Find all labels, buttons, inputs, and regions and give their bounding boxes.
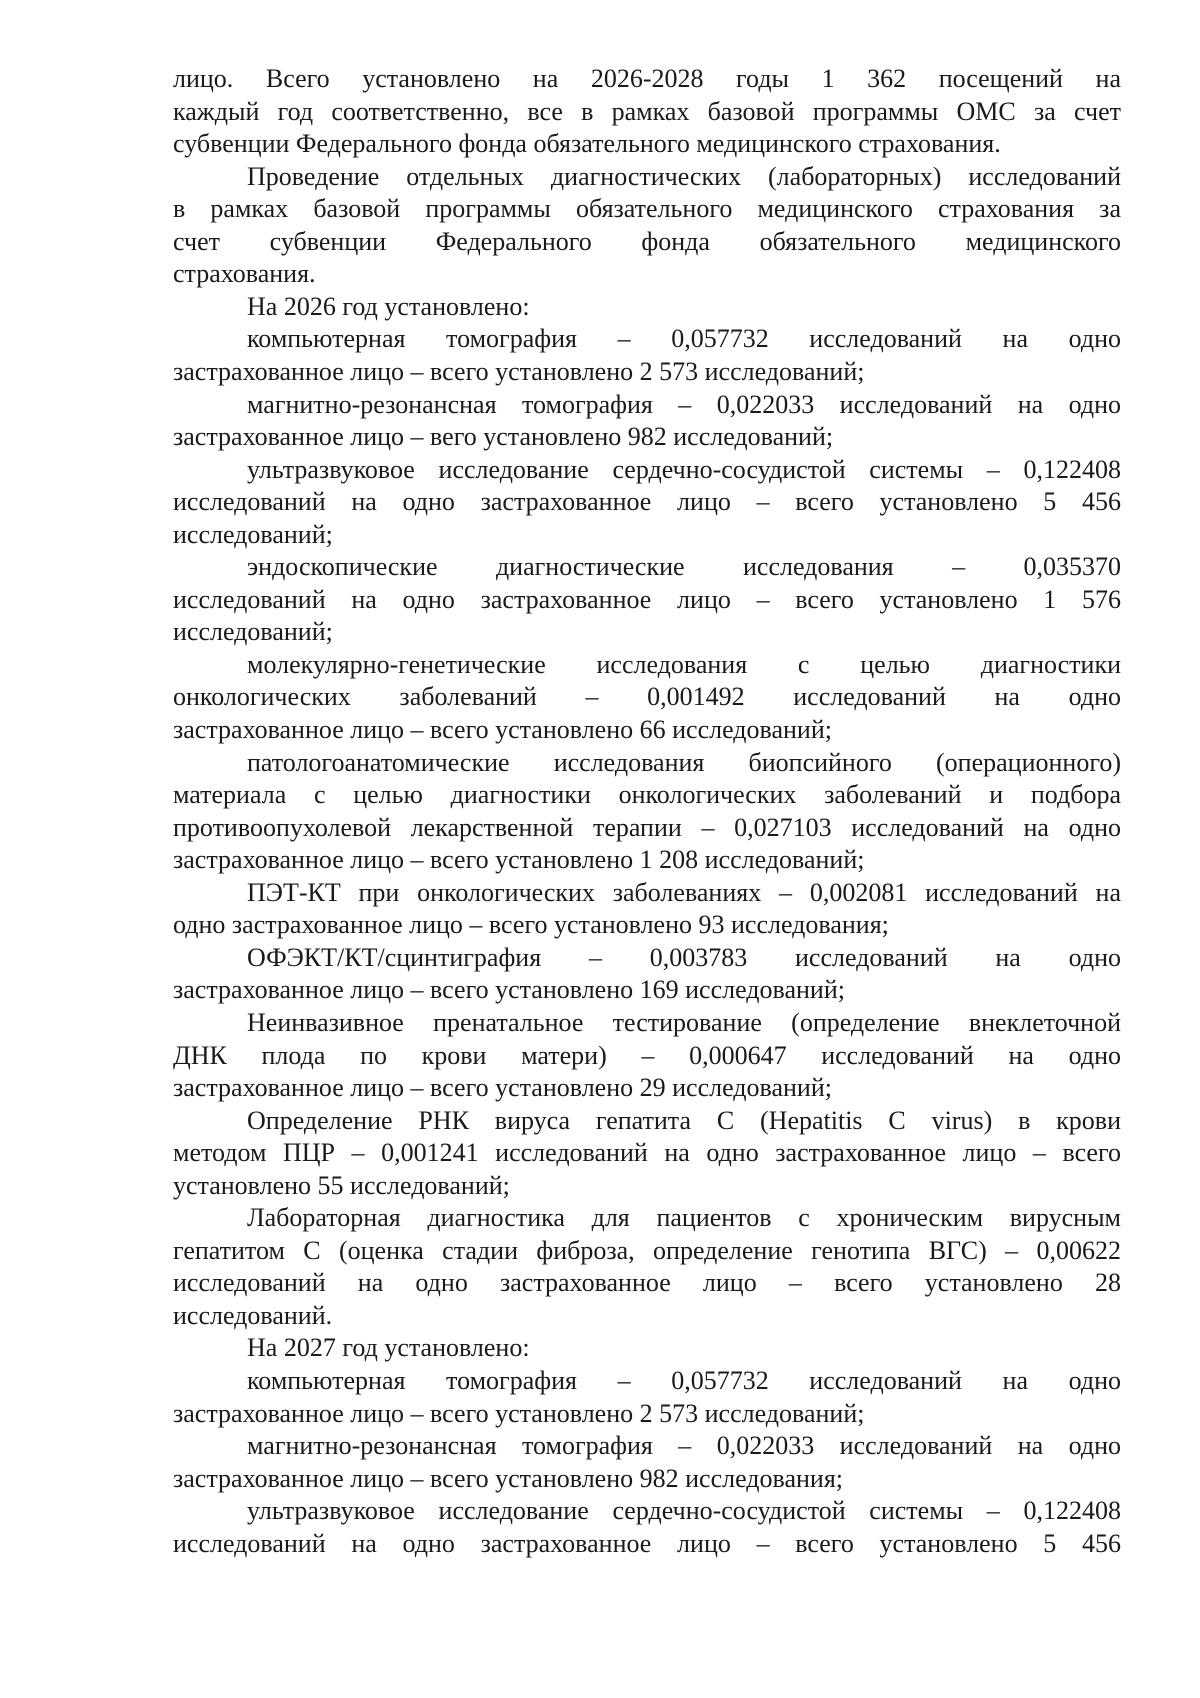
text-line: патологоанатомические исследования биопсийного (операционного) — [247, 747, 1121, 777]
text-line: Неинвазивное пренатальное тестирование (определение внеклеточной — [247, 1007, 1121, 1037]
text-line: счет субвенции Федерального фонда обязательного медицинского — [173, 226, 1121, 256]
text-line: застрахованное лицо – вего установлено 982 исследований; — [173, 422, 834, 451]
text-line: магнитно-резонансная томография – 0,022033 исследований на одно — [247, 1431, 1121, 1461]
text-line: онкологических заболеваний – 0,001492 исследований на одно — [173, 682, 1121, 712]
text-line: противоопухолевой лекарственной терапии – 0,027103 исследований на одно — [173, 812, 1121, 842]
text-line: застрахованное лицо – всего установлено 1 208 исследований; — [173, 845, 865, 875]
text-line: застрахованное лицо – всего установлено 2 573 исследований; — [173, 356, 865, 386]
text-line: исследований; — [173, 519, 333, 549]
text-line: компьютерная томография – 0,057732 исследований на одно — [247, 324, 1121, 354]
text-line: На 2027 год установлено: — [247, 1333, 530, 1363]
text-line: каждый год соответственно, все в рамках базовой программы ОМС за счет — [173, 96, 1121, 126]
text-line: исследований; — [173, 617, 333, 647]
text-line: ДНК плода по крови матери) – 0,000647 исследований на одно — [173, 1040, 1121, 1070]
text-line: застрахованное лицо – всего установлено 29 исследований; — [173, 1073, 832, 1102]
text-line: Проведение отдельных диагностических (лабораторных) исследований — [247, 161, 1121, 191]
text-line: материала с целью диагностики онкологических заболеваний и подбора — [173, 780, 1121, 810]
text-line: молекулярно-генетические исследования с целью диагностики — [247, 649, 1121, 679]
text-line: ультразвуковое исследование сердечно-сосудистой системы – 0,122408 — [247, 1496, 1121, 1526]
text-line: На 2026 год установлено: — [247, 291, 530, 321]
text-line: исследований на одно застрахованное лицо – всего установлено 5 456 — [173, 1528, 1121, 1558]
text-line: застрахованное лицо – всего установлено 169 исследований; — [173, 975, 845, 1005]
text-line: ПЭТ-КТ при онкологических заболеваниях – 0,002081 исследований на — [247, 877, 1121, 907]
text-line: застрахованное лицо – всего установлено 2 573 исследований; — [173, 1398, 865, 1428]
text-line: страхования. — [173, 259, 316, 289]
text-line: Лабораторная диагностика для пациентов с хроническим вирусным — [247, 1203, 1121, 1233]
text-line: исследований на одно застрахованное лицо – всего установлено 1 576 — [173, 584, 1121, 614]
text-line: исследований на одно застрахованное лицо – всего установлено 28 — [173, 1268, 1121, 1298]
text-line: компьютерная томография – 0,057732 исследований на одно — [247, 1366, 1121, 1395]
text-line: установлено 55 исследований; — [173, 1170, 510, 1200]
text-line: методом ПЦР – 0,001241 исследований на одно застрахованное лицо – всего — [173, 1138, 1121, 1168]
text-line: ультразвуковое исследование сердечно-сосудистой системы – 0,122408 — [247, 454, 1121, 484]
text-line: ОФЭКТ/КТ/сцинтиграфия – 0,003783 исследований на одно — [247, 942, 1121, 972]
text-line: застрахованное лицо – всего установлено 66 исследований; — [173, 715, 832, 744]
text-line: магнитно-резонансная томография – 0,022033 исследований на одно — [247, 389, 1121, 419]
text-line: исследований на одно застрахованное лицо – всего установлено 5 456 — [173, 487, 1121, 517]
text-line: эндоскопические диагностические исследования – 0,035370 — [247, 552, 1121, 582]
text-line: исследований. — [173, 1300, 333, 1330]
text-line: застрахованное лицо – всего установлено 982 исследования; — [173, 1463, 843, 1493]
text-line: лицо. Всего установлено на 2026-2028 годы 1 362 посещений на — [173, 64, 1121, 93]
text-line: одно застрахованное лицо – всего установлено 93 исследования; — [173, 910, 889, 940]
text-line: субвенции Федерального фонда обязательного медицинского страхования. — [173, 129, 1001, 159]
text-line: гепатитом С (оценка стадии фиброза, определение генотипа ВГС) – 0,00622 — [173, 1235, 1121, 1265]
text-line: в рамках базовой программы обязательного медицинского страхования за — [173, 194, 1121, 224]
text-line: Определение РНК вируса гепатита С (Hepatitis С virus) в крови — [247, 1105, 1121, 1135]
